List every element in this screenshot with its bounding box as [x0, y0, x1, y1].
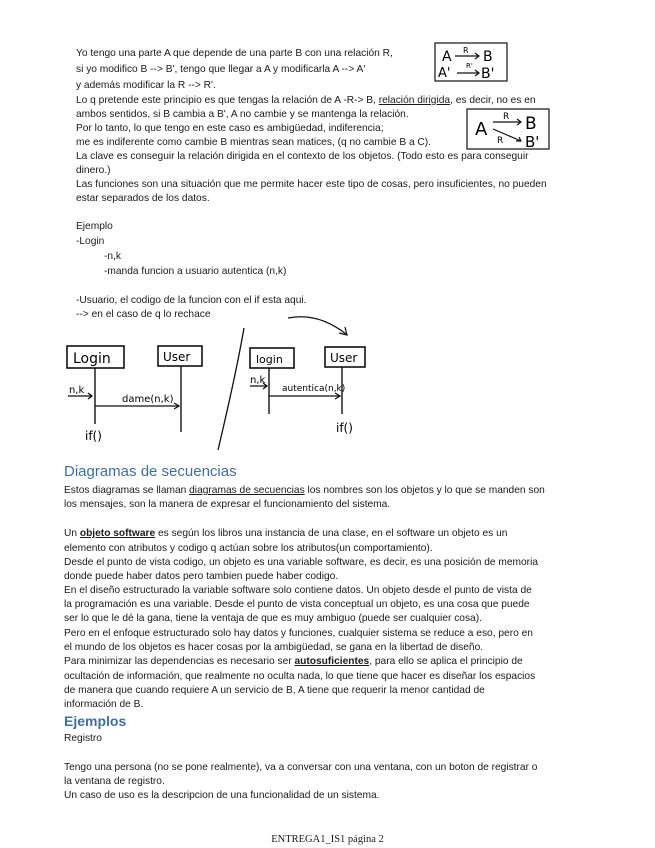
- left-user-label: User: [163, 350, 191, 364]
- diagramas-link: diagramas de secuencias: [189, 485, 305, 496]
- right-args: n,k: [250, 375, 266, 386]
- intro-line-3: y además modificar la R --> R'.: [76, 80, 216, 91]
- example-manda: -manda funcion a usuario autentica (n,k): [104, 266, 287, 277]
- right-cond: if(): [336, 421, 353, 435]
- s2-line-1: Tengo una persona (no se pone realmente), va a conversar con una ventana, con un boton de registrar o: [64, 762, 538, 773]
- s1-line-5: la programación es una variable. Desde el punto de vista conceptual un objeto, es una cosa que puede: [64, 599, 530, 610]
- left-args: n,k: [69, 385, 85, 396]
- intro-line-8: La clave es conseguir la relación dirigida en el contexto de los objetos. (Todo esto es para conseguir: [76, 151, 529, 162]
- s1-line-10: de manera que cuando requiere A un servicio de B, A tiene que requerir la menor cantidad de: [64, 685, 485, 696]
- autosuficientes-term: autosuficientes: [294, 656, 370, 667]
- right-login-label: login: [256, 353, 283, 366]
- intro-line-1: Yo tengo una parte A que depende de una parte B con una relación R,: [76, 48, 393, 59]
- closing-line-1: -Usuario, el codigo de la funcion con el if esta aqui.: [76, 295, 307, 306]
- sketch1-a: A: [442, 49, 452, 65]
- s1-p2-line1: [64, 527, 507, 541]
- s1-line-11: información de B.: [64, 699, 144, 710]
- example-label: Ejemplo: [76, 221, 113, 232]
- intro-line-10: Las funciones son una situación que me permite hacer este tipo de cosas, pero insuficientes, no pueden: [76, 179, 547, 190]
- s1-line-8: el mundo de los objetos es hacer cosas por la ambigüedad, se gana en la libertad de diseño.: [64, 642, 484, 653]
- s2-line-2: la ventana de registro.: [64, 776, 165, 787]
- objeto-software-term: objeto software: [79, 528, 156, 539]
- s2-registro: Registro: [64, 733, 102, 744]
- intro-line-4: [76, 94, 536, 108]
- s1-p1-post: los nombres son los objetos y lo que se manden son: [304, 485, 545, 496]
- sketch1-r2: R': [466, 62, 473, 70]
- example-login: -Login: [76, 236, 105, 247]
- intro-line-6: Por lo tanto, lo que tengo en este caso es ambigüedad, indiferencia;: [76, 123, 384, 134]
- sketch2-r: R: [503, 112, 510, 122]
- s1-p3-pre: Para minimizar las dependencias es necesario ser: [64, 656, 295, 667]
- intro-line-4-pre: Lo q pretende este principio es que tengas la relación de A -R-> B,: [76, 95, 379, 106]
- s1-line-3: donde puede haber datos pero tambien puede haber codigo.: [64, 571, 339, 582]
- s1-line-7: Pero en el enfoque estructurado solo hay datos y funciones, cualquier sistema se reduce a eso, pero en: [64, 628, 533, 639]
- left-login-label: Login: [73, 351, 111, 367]
- s1-p2-post: es según los libros una instancia de una clase, en el software un objeto es un: [155, 528, 508, 539]
- section-title-diagramas: Diagramas de secuencias: [64, 463, 237, 480]
- left-cond: if(): [85, 429, 102, 443]
- left-msg: dame(n,k): [122, 394, 174, 405]
- s1-p2-pre: Un: [64, 528, 80, 539]
- s1-p3-post: , para ello se aplica el principio de: [369, 656, 523, 667]
- intro-line-5: ambos sentidos, si B cambia a B', A no cambie y se mantenga la relación.: [76, 109, 409, 120]
- sketch1-a2: A': [438, 66, 451, 81]
- s1-p1-pre: Estos diagramas se llaman: [64, 485, 190, 496]
- s2-line-3: Un caso de uso es la descripcion de una funcionalidad de un sistema.: [64, 790, 380, 801]
- s1-p3-line1: [64, 655, 523, 669]
- right-msg: autentica(n,k): [282, 384, 346, 394]
- relation-sketch-2: [465, 107, 553, 153]
- right-user-label: User: [330, 351, 358, 365]
- sketch2-r2: R: [497, 136, 504, 146]
- sequence-sketch: [56, 314, 376, 464]
- intro-line-4-post: , es decir, no es en: [450, 95, 536, 106]
- s1-line-9: ocultación de información, que realmente no oculta nada, lo que tiene que hacer es diseñar los espacios: [64, 671, 536, 682]
- s1-line-1: elemento con atributos y codigo q actúan sobre los atributos(un comportamiento).: [64, 543, 433, 554]
- intro-line-9: dinero.): [76, 165, 111, 176]
- s1-line-6: ser lo que le dé la gana, tiene la ventaja de que es muy ambiguo (puede ser cualquier cosa).: [64, 613, 482, 624]
- intro-line-11: estar separados de los datos.: [76, 193, 210, 204]
- relacion-dirigida-link: relación dirigida: [378, 95, 451, 106]
- sketch1-b2: B': [481, 66, 495, 82]
- closing-line-2: --> en el caso de q lo rechace: [76, 309, 211, 320]
- sketch2-a: A: [475, 119, 488, 140]
- s1-p1-line2: los mensajes, son la manera de expresar el funcionamiento del sistema.: [64, 499, 391, 510]
- sketch1-r: R: [463, 46, 469, 55]
- sketch2-b2: B': [525, 133, 540, 151]
- intro-line-7: me es indiferente como cambie B mientras sean matices, (q no cambie B a C).: [76, 137, 432, 148]
- s1-line-4: En el diseño estructurado la variable software solo contiene datos. Un objeto desde el punto de vista de: [64, 585, 532, 596]
- intro-line-2: si yo modifico B --> B', tengo que llegar a A y modificarla A --> A': [76, 64, 366, 75]
- s1-p1-line1: [64, 484, 545, 498]
- section-title-ejemplos: Ejemplos: [64, 713, 127, 729]
- sketch1-b: B: [483, 49, 493, 65]
- page-footer: ENTREGA1_IS1 página 2: [271, 834, 384, 845]
- s1-line-2: Desde el punto de vista codigo, un objeto es una variable software, es decir, es una posición de memoria: [64, 557, 539, 568]
- example-nk: -n,k: [104, 251, 121, 262]
- relation-sketch-1: [433, 41, 513, 85]
- divider-stroke: [218, 328, 244, 450]
- sketch2-b: B: [525, 114, 537, 134]
- curved-arrow: [288, 317, 346, 334]
